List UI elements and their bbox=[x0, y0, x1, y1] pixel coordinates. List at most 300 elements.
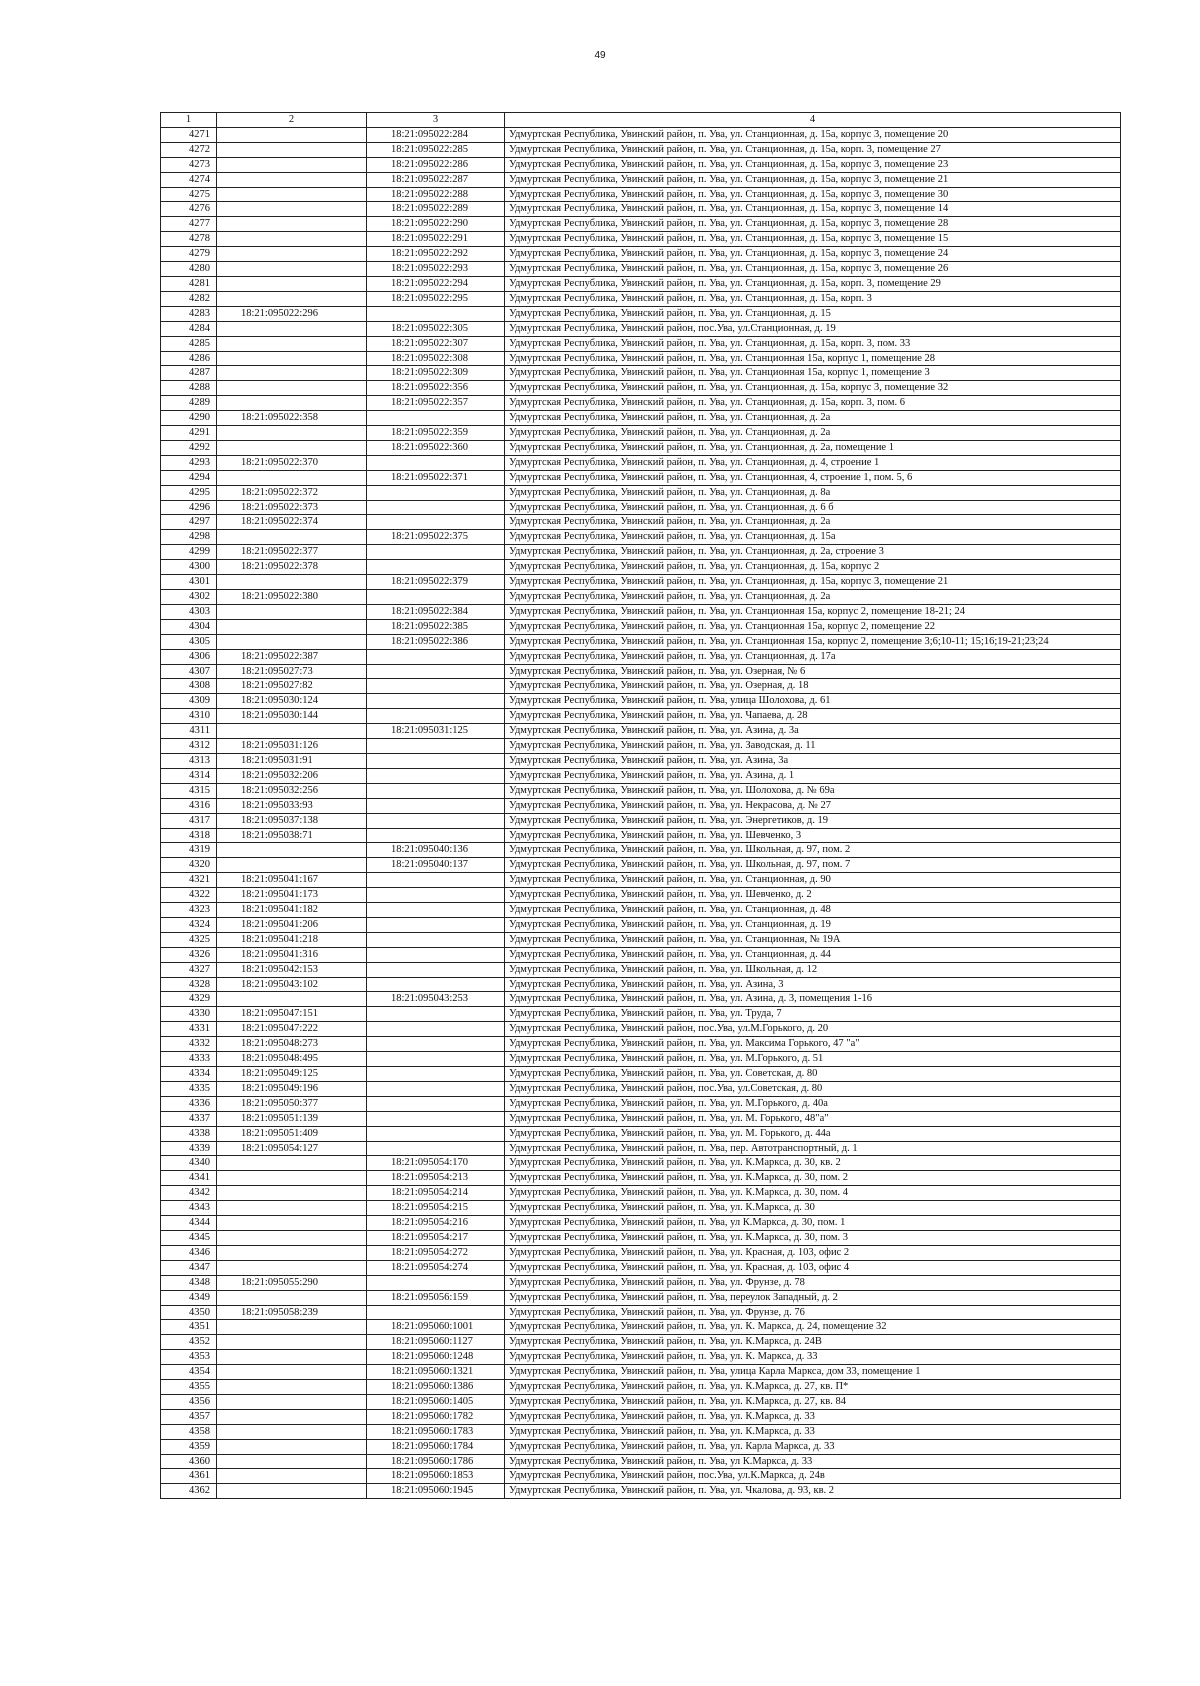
row-number: 4359 bbox=[161, 1439, 217, 1454]
cadastral-number-premises bbox=[367, 560, 505, 575]
table-row bbox=[161, 917, 1121, 932]
row-number: 4337 bbox=[161, 1111, 217, 1126]
address: Удмуртская Республика, Увинский район, п. Ува, ул. Станционная, д. 2а bbox=[505, 590, 1121, 605]
address: Удмуртская Республика, Увинский район, п. Ува, пер. Автотранспортный, д. 1 bbox=[505, 1141, 1121, 1156]
address: Удмуртская Республика, Увинский район, п. Ува, ул. Школьная, д. 12 bbox=[505, 962, 1121, 977]
table-row bbox=[161, 336, 1121, 351]
row-number: 4336 bbox=[161, 1096, 217, 1111]
cadastral-number-building bbox=[217, 1424, 367, 1439]
table-row bbox=[161, 783, 1121, 798]
cadastral-number-premises bbox=[367, 545, 505, 560]
table-row bbox=[161, 575, 1121, 590]
address: Удмуртская Республика, Увинский район, п. Ува, ул. Азина, 3а bbox=[505, 753, 1121, 768]
table-row bbox=[161, 1081, 1121, 1096]
header-col-4: 4 bbox=[505, 113, 1121, 128]
cadastral-number-building: 18:21:095030:124 bbox=[217, 694, 367, 709]
cadastral-number-building bbox=[217, 321, 367, 336]
table-row bbox=[161, 232, 1121, 247]
row-number: 4289 bbox=[161, 396, 217, 411]
table-row bbox=[161, 634, 1121, 649]
table-row bbox=[161, 276, 1121, 291]
address: Удмуртская Республика, Увинский район, п. Ува, ул. Станционная, д. 6 б bbox=[505, 500, 1121, 515]
cadastral-number-premises bbox=[367, 962, 505, 977]
cadastral-number-premises: 18:21:095022:287 bbox=[367, 172, 505, 187]
table-row bbox=[161, 962, 1121, 977]
row-number: 4272 bbox=[161, 142, 217, 157]
cadastral-number-building bbox=[217, 440, 367, 455]
cadastral-number-premises: 18:21:095056:159 bbox=[367, 1290, 505, 1305]
cadastral-number-building: 18:21:095047:222 bbox=[217, 1022, 367, 1037]
address: Удмуртская Республика, Увинский район, п. Ува, ул. Чкалова, д. 93, кв. 2 bbox=[505, 1484, 1121, 1499]
row-number: 4308 bbox=[161, 679, 217, 694]
address: Удмуртская Республика, Увинский район, п. Ува, ул. Озерная, № 6 bbox=[505, 664, 1121, 679]
row-number: 4330 bbox=[161, 1007, 217, 1022]
table-row bbox=[161, 604, 1121, 619]
cadastral-number-building bbox=[217, 992, 367, 1007]
address: Удмуртская Республика, Увинский район, п. Ува, ул. К.Маркса, д. 30, пом. 2 bbox=[505, 1171, 1121, 1186]
address: Удмуртская Республика, Увинский район, п. Ува, ул. М.Горького, д. 40а bbox=[505, 1096, 1121, 1111]
table-row bbox=[161, 127, 1121, 142]
cadastral-number-building bbox=[217, 351, 367, 366]
address: Удмуртская Республика, Увинский район, п. Ува, ул. Станционная, д. 15а, корпус 3, помещение 15 bbox=[505, 232, 1121, 247]
row-number: 4281 bbox=[161, 276, 217, 291]
header-row bbox=[161, 113, 1121, 128]
cadastral-number-premises: 18:21:095022:293 bbox=[367, 262, 505, 277]
address: Удмуртская Республика, Увинский район, п. Ува, ул. М. Горького, 48"а" bbox=[505, 1111, 1121, 1126]
table-row bbox=[161, 619, 1121, 634]
table-row bbox=[161, 1216, 1121, 1231]
table-row bbox=[161, 649, 1121, 664]
address: Удмуртская Республика, Увинский район, п. Ува, ул. Школьная, д. 97, пом. 7 bbox=[505, 858, 1121, 873]
cadastral-number-building: 18:21:095048:273 bbox=[217, 1037, 367, 1052]
table-row bbox=[161, 739, 1121, 754]
address: Удмуртская Республика, Увинский район, п. Ува, ул. К.Маркса, д. 30, пом. 4 bbox=[505, 1186, 1121, 1201]
cadastral-number-building bbox=[217, 1469, 367, 1484]
row-number: 4352 bbox=[161, 1335, 217, 1350]
row-number: 4322 bbox=[161, 888, 217, 903]
table-row bbox=[161, 1275, 1121, 1290]
address: Удмуртская Республика, Увинский район, п. Ува, ул. М.Горького, д. 51 bbox=[505, 1052, 1121, 1067]
cadastral-number-building bbox=[217, 157, 367, 172]
cadastral-number-building: 18:21:095058:239 bbox=[217, 1305, 367, 1320]
row-number: 4292 bbox=[161, 440, 217, 455]
cadastral-number-building bbox=[217, 217, 367, 232]
cadastral-number-building bbox=[217, 336, 367, 351]
cadastral-number-premises: 18:21:095031:125 bbox=[367, 724, 505, 739]
cadastral-number-premises bbox=[367, 1037, 505, 1052]
row-number: 4333 bbox=[161, 1052, 217, 1067]
cadastral-number-building bbox=[217, 276, 367, 291]
table-row bbox=[161, 470, 1121, 485]
address: Удмуртская Республика, Увинский район, п. Ува, ул. Шевченко, д. 2 bbox=[505, 888, 1121, 903]
cadastral-number-premises bbox=[367, 411, 505, 426]
table-row bbox=[161, 1201, 1121, 1216]
row-number: 4306 bbox=[161, 649, 217, 664]
row-number: 4328 bbox=[161, 977, 217, 992]
cadastral-number-premises bbox=[367, 977, 505, 992]
row-number: 4303 bbox=[161, 604, 217, 619]
table-row bbox=[161, 724, 1121, 739]
cadastral-number-building bbox=[217, 1186, 367, 1201]
cadastral-number-building: 18:21:095047:151 bbox=[217, 1007, 367, 1022]
address: Удмуртская Республика, Увинский район, п. Ува, ул. Фрунзе, д. 78 bbox=[505, 1275, 1121, 1290]
address: Удмуртская Республика, Увинский район, п. Ува, ул. Станционная, д. 4, строение 1 bbox=[505, 455, 1121, 470]
row-number: 4274 bbox=[161, 172, 217, 187]
address: Удмуртская Республика, Увинский район, п. Ува, ул. Станционная, д. 15а, корпус 3, помещение 21 bbox=[505, 575, 1121, 590]
cadastral-number-building bbox=[217, 470, 367, 485]
row-number: 4351 bbox=[161, 1320, 217, 1335]
address: Удмуртская Республика, Увинский район, п. Ува, ул. Станционная, д. 15а, корпус 3, помещение 28 bbox=[505, 217, 1121, 232]
table-row bbox=[161, 291, 1121, 306]
row-number: 4361 bbox=[161, 1469, 217, 1484]
table-row bbox=[161, 455, 1121, 470]
address: Удмуртская Республика, Увинский район, п. Ува, ул. Красная, д. 103, офис 2 bbox=[505, 1245, 1121, 1260]
table-row bbox=[161, 1454, 1121, 1469]
address: Удмуртская Республика, Увинский район, п. Ува, ул. Станционная, д. 2а bbox=[505, 515, 1121, 530]
cadastral-number-premises: 18:21:095022:371 bbox=[367, 470, 505, 485]
address: Удмуртская Республика, Увинский район, п. Ува, ул. Станционная, д. 8а bbox=[505, 485, 1121, 500]
table-row bbox=[161, 1022, 1121, 1037]
cadastral-number-building bbox=[217, 1454, 367, 1469]
address: Удмуртская Республика, Увинский район, п. Ува, ул. Станционная, д. 15а, корпус 3, помещение 24 bbox=[505, 247, 1121, 262]
cadastral-number-building: 18:21:095041:218 bbox=[217, 932, 367, 947]
cadastral-number-premises bbox=[367, 590, 505, 605]
cadastral-number-premises: 18:21:095060:1321 bbox=[367, 1365, 505, 1380]
row-number: 4298 bbox=[161, 530, 217, 545]
table-row bbox=[161, 381, 1121, 396]
table-row bbox=[161, 1230, 1121, 1245]
row-number: 4275 bbox=[161, 187, 217, 202]
table-row bbox=[161, 187, 1121, 202]
address: Удмуртская Республика, Увинский район, п. Ува, улица Шолохова, д. 61 bbox=[505, 694, 1121, 709]
table-row bbox=[161, 679, 1121, 694]
address: Удмуртская Республика, Увинский район, п. Ува, ул. Станционная, д. 15а, корп. 3 bbox=[505, 291, 1121, 306]
table-row bbox=[161, 768, 1121, 783]
cadastral-number-premises bbox=[367, 783, 505, 798]
cadastral-number-premises: 18:21:095054:272 bbox=[367, 1245, 505, 1260]
cadastral-number-premises bbox=[367, 1022, 505, 1037]
table-row bbox=[161, 396, 1121, 411]
cadastral-number-premises: 18:21:095022:291 bbox=[367, 232, 505, 247]
row-number: 4360 bbox=[161, 1454, 217, 1469]
table-row bbox=[161, 1305, 1121, 1320]
cadastral-number-building bbox=[217, 291, 367, 306]
cadastral-number-building bbox=[217, 426, 367, 441]
cadastral-number-building bbox=[217, 634, 367, 649]
table-row bbox=[161, 1290, 1121, 1305]
address: Удмуртская Республика, Увинский район, п. Ува, ул. Заводская, д. 11 bbox=[505, 739, 1121, 754]
address: Удмуртская Республика, Увинский район, п. Ува, ул. Станционная, д. 15а, корпус 3, помещение 14 bbox=[505, 202, 1121, 217]
table-row bbox=[161, 1111, 1121, 1126]
row-number: 4335 bbox=[161, 1081, 217, 1096]
row-number: 4302 bbox=[161, 590, 217, 605]
cadastral-number-premises: 18:21:095060:1945 bbox=[367, 1484, 505, 1499]
cadastral-number-premises: 18:21:095060:1786 bbox=[367, 1454, 505, 1469]
table-row bbox=[161, 977, 1121, 992]
cadastral-number-premises bbox=[367, 515, 505, 530]
table-row bbox=[161, 426, 1121, 441]
row-number: 4345 bbox=[161, 1230, 217, 1245]
cadastral-number-building bbox=[217, 724, 367, 739]
cadastral-number-building: 18:21:095049:196 bbox=[217, 1081, 367, 1096]
cadastral-number-premises bbox=[367, 917, 505, 932]
cadastral-number-premises bbox=[367, 1141, 505, 1156]
row-number: 4278 bbox=[161, 232, 217, 247]
cadastral-number-premises: 18:21:095022:309 bbox=[367, 366, 505, 381]
cadastral-number-premises: 18:21:095022:356 bbox=[367, 381, 505, 396]
address: Удмуртская Республика, Увинский район, п. Ува, ул. Станционная, д. 19 bbox=[505, 917, 1121, 932]
table-row bbox=[161, 321, 1121, 336]
row-number: 4277 bbox=[161, 217, 217, 232]
cadastral-number-building: 18:21:095037:138 bbox=[217, 813, 367, 828]
address: Удмуртская Республика, Увинский район, п. Ува, ул. Станционная, д. 2а bbox=[505, 426, 1121, 441]
address: Удмуртская Республика, Увинский район, п. Ува, ул. Станционная, д. 48 bbox=[505, 903, 1121, 918]
page-number: 49 bbox=[594, 50, 606, 61]
cadastral-number-building: 18:21:095041:182 bbox=[217, 903, 367, 918]
header-col-2: 2 bbox=[217, 113, 367, 128]
row-number: 4346 bbox=[161, 1245, 217, 1260]
cadastral-number-premises: 18:21:095022:385 bbox=[367, 619, 505, 634]
address: Удмуртская Республика, Увинский район, п. Ува, ул. К.Маркса, д. 27, кв. П* bbox=[505, 1380, 1121, 1395]
table-row bbox=[161, 843, 1121, 858]
table-row bbox=[161, 247, 1121, 262]
row-number: 4301 bbox=[161, 575, 217, 590]
cadastral-number-premises: 18:21:095022:384 bbox=[367, 604, 505, 619]
cadastral-number-building bbox=[217, 530, 367, 545]
cadastral-number-building bbox=[217, 604, 367, 619]
row-number: 4290 bbox=[161, 411, 217, 426]
table-row bbox=[161, 1156, 1121, 1171]
cadastral-number-premises: 18:21:095054:214 bbox=[367, 1186, 505, 1201]
address: Удмуртская Республика, Увинский район, п. Ува, ул. Станционная, д. 15а, корпус 3, помещение 23 bbox=[505, 157, 1121, 172]
cadastral-number-building: 18:21:095022:378 bbox=[217, 560, 367, 575]
cadastral-number-building: 18:21:095054:127 bbox=[217, 1141, 367, 1156]
cadastral-number-building: 18:21:095027:82 bbox=[217, 679, 367, 694]
cadastral-number-premises: 18:21:095022:285 bbox=[367, 142, 505, 157]
row-number: 4300 bbox=[161, 560, 217, 575]
address: Удмуртская Республика, Увинский район, п. Ува, ул. Шолохова, д. № 69а bbox=[505, 783, 1121, 798]
cadastral-number-premises bbox=[367, 1081, 505, 1096]
cadastral-number-premises bbox=[367, 753, 505, 768]
cadastral-number-premises bbox=[367, 739, 505, 754]
table-row bbox=[161, 1186, 1121, 1201]
address: Удмуртская Республика, Увинский район, п. Ува, ул. Станционная, д. 44 bbox=[505, 947, 1121, 962]
address: Удмуртская Республика, Увинский район, п. Ува, ул. К.Маркса, д. 24В bbox=[505, 1335, 1121, 1350]
cadastral-number-building bbox=[217, 247, 367, 262]
cadastral-number-premises: 18:21:095022:290 bbox=[367, 217, 505, 232]
table-row bbox=[161, 1409, 1121, 1424]
row-number: 4311 bbox=[161, 724, 217, 739]
table-row bbox=[161, 932, 1121, 947]
table-row bbox=[161, 500, 1121, 515]
row-number: 4343 bbox=[161, 1201, 217, 1216]
cadastral-number-building bbox=[217, 142, 367, 157]
cadastral-number-premises: 18:21:095060:1853 bbox=[367, 1469, 505, 1484]
table-row bbox=[161, 694, 1121, 709]
cadastral-number-premises: 18:21:095060:1782 bbox=[367, 1409, 505, 1424]
cadastral-number-premises bbox=[367, 709, 505, 724]
table-body bbox=[161, 127, 1121, 1498]
address: Удмуртская Республика, Увинский район, п. Ува, ул. Станционная, д. 15а, корп. 3, помещение 29 bbox=[505, 276, 1121, 291]
table-row bbox=[161, 217, 1121, 232]
table-row bbox=[161, 1394, 1121, 1409]
table-row bbox=[161, 411, 1121, 426]
address: Удмуртская Республика, Увинский район, п. Ува, ул К.Маркса, д. 30, пом. 1 bbox=[505, 1216, 1121, 1231]
cadastral-number-premises bbox=[367, 485, 505, 500]
cadastral-number-premises bbox=[367, 903, 505, 918]
row-number: 4288 bbox=[161, 381, 217, 396]
table-row bbox=[161, 992, 1121, 1007]
table-row bbox=[161, 157, 1121, 172]
cadastral-number-building: 18:21:095042:153 bbox=[217, 962, 367, 977]
row-number: 4319 bbox=[161, 843, 217, 858]
row-number: 4354 bbox=[161, 1365, 217, 1380]
row-number: 4273 bbox=[161, 157, 217, 172]
address: Удмуртская Республика, Увинский район, п. Ува, ул. Станционная 15а, корпус 1, помещение 3 bbox=[505, 366, 1121, 381]
cadastral-number-premises bbox=[367, 932, 505, 947]
cadastral-number-building: 18:21:095055:290 bbox=[217, 1275, 367, 1290]
table-row bbox=[161, 858, 1121, 873]
cadastral-number-premises: 18:21:095022:295 bbox=[367, 291, 505, 306]
cadastral-number-building: 18:21:095022:373 bbox=[217, 500, 367, 515]
cadastral-number-premises: 18:21:095054:216 bbox=[367, 1216, 505, 1231]
cadastral-number-building: 18:21:095022:370 bbox=[217, 455, 367, 470]
row-number: 4304 bbox=[161, 619, 217, 634]
cadastral-number-premises bbox=[367, 455, 505, 470]
row-number: 4358 bbox=[161, 1424, 217, 1439]
table-row bbox=[161, 798, 1121, 813]
cadastral-number-building bbox=[217, 366, 367, 381]
address: Удмуртская Республика, Увинский район, п. Ува, ул. Станционная, д. 90 bbox=[505, 873, 1121, 888]
table-row bbox=[161, 1469, 1121, 1484]
row-number: 4349 bbox=[161, 1290, 217, 1305]
row-number: 4325 bbox=[161, 932, 217, 947]
address: Удмуртская Республика, Увинский район, п. Ува, ул. К.Маркса, д. 30, кв. 2 bbox=[505, 1156, 1121, 1171]
table-row bbox=[161, 1171, 1121, 1186]
row-number: 4307 bbox=[161, 664, 217, 679]
cadastral-number-premises: 18:21:095054:170 bbox=[367, 1156, 505, 1171]
row-number: 4331 bbox=[161, 1022, 217, 1037]
address: Удмуртская Республика, Увинский район, п. Ува, ул. Станционная, 4, строение 1, пом. 5, 6 bbox=[505, 470, 1121, 485]
address: Удмуртская Республика, Увинский район, п. Ува, переулок Западный, д. 2 bbox=[505, 1290, 1121, 1305]
cadastral-number-premises: 18:21:095060:1127 bbox=[367, 1335, 505, 1350]
table-row bbox=[161, 1350, 1121, 1365]
row-number: 4340 bbox=[161, 1156, 217, 1171]
table-row bbox=[161, 1484, 1121, 1499]
cadastral-number-building: 18:21:095031:91 bbox=[217, 753, 367, 768]
table-header bbox=[161, 113, 1121, 128]
cadastral-number-premises bbox=[367, 1067, 505, 1082]
table-row bbox=[161, 142, 1121, 157]
row-number: 4294 bbox=[161, 470, 217, 485]
cadastral-number-premises bbox=[367, 306, 505, 321]
cadastral-number-premises bbox=[367, 1275, 505, 1290]
address: Удмуртская Республика, Увинский район, п. Ува, ул. К. Маркса, д. 24, помещение 32 bbox=[505, 1320, 1121, 1335]
table-row bbox=[161, 903, 1121, 918]
table-row bbox=[161, 828, 1121, 843]
address: Удмуртская Республика, Увинский район, п. Ува, ул. Станционная, д. 2а, строение 3 bbox=[505, 545, 1121, 560]
cadastral-number-building bbox=[217, 575, 367, 590]
address: Удмуртская Республика, Увинский район, п. Ува, улица Карла Маркса, дом 33, помещение 1 bbox=[505, 1365, 1121, 1380]
cadastral-number-building bbox=[217, 381, 367, 396]
address: Удмуртская Республика, Увинский район, п. Ува, ул. Шевченко, 3 bbox=[505, 828, 1121, 843]
address: Удмуртская Республика, Увинский район, п. Ува, ул. Станционная 15а, корпус 2, помещение 3;6;10-11; 15;16;19-21;23;24 bbox=[505, 634, 1121, 649]
cadastral-number-building bbox=[217, 1394, 367, 1409]
table-row bbox=[161, 560, 1121, 575]
address: Удмуртская Республика, Увинский район, п. Ува, ул. Станционная 15а, корпус 1, помещение 28 bbox=[505, 351, 1121, 366]
cadastral-number-building bbox=[217, 1245, 367, 1260]
address: Удмуртская Республика, Увинский район, п. Ува, ул. Станционная, д. 2а bbox=[505, 411, 1121, 426]
table-row bbox=[161, 1126, 1121, 1141]
table-row bbox=[161, 753, 1121, 768]
cadastral-number-building: 18:21:095048:495 bbox=[217, 1052, 367, 1067]
cadastral-number-premises bbox=[367, 813, 505, 828]
row-number: 4356 bbox=[161, 1394, 217, 1409]
address: Удмуртская Республика, Увинский район, п. Ува, ул. Станционная, д. 17а bbox=[505, 649, 1121, 664]
address: Удмуртская Республика, Увинский район, п. Ува, ул. К.Маркса, д. 30, пом. 3 bbox=[505, 1230, 1121, 1245]
cadastral-number-building bbox=[217, 858, 367, 873]
cadastral-number-premises: 18:21:095022:288 bbox=[367, 187, 505, 202]
row-number: 4312 bbox=[161, 739, 217, 754]
address: Удмуртская Республика, Увинский район, п. Ува, ул. Станционная, д. 15а, корпус 2 bbox=[505, 560, 1121, 575]
row-number: 4355 bbox=[161, 1380, 217, 1395]
row-number: 4295 bbox=[161, 485, 217, 500]
table-row bbox=[161, 709, 1121, 724]
row-number: 4316 bbox=[161, 798, 217, 813]
address: Удмуртская Республика, Увинский район, п. Ува, ул. Чапаева, д. 28 bbox=[505, 709, 1121, 724]
row-number: 4317 bbox=[161, 813, 217, 828]
header-col-3: 3 bbox=[367, 113, 505, 128]
cadastral-number-premises: 18:21:095022:308 bbox=[367, 351, 505, 366]
row-number: 4338 bbox=[161, 1126, 217, 1141]
cadastral-number-building bbox=[217, 262, 367, 277]
table-row bbox=[161, 1067, 1121, 1082]
cadastral-number-building: 18:21:095038:71 bbox=[217, 828, 367, 843]
row-number: 4285 bbox=[161, 336, 217, 351]
address: Удмуртская Республика, Увинский район, п. Ува, ул. М. Горького, д. 44а bbox=[505, 1126, 1121, 1141]
address: Удмуртская Республика, Увинский район, п. Ува, ул. Станционная, д. 15а, корп. 3, помещение 27 bbox=[505, 142, 1121, 157]
cadastral-number-premises: 18:21:095043:253 bbox=[367, 992, 505, 1007]
cadastral-number-premises bbox=[367, 500, 505, 515]
cadastral-number-building bbox=[217, 1335, 367, 1350]
table-row bbox=[161, 202, 1121, 217]
table-row bbox=[161, 1141, 1121, 1156]
table-row bbox=[161, 1037, 1121, 1052]
cadastral-number-premises bbox=[367, 694, 505, 709]
address: Удмуртская Республика, Увинский район, п. Ува, ул. Красная, д. 103, офис 4 bbox=[505, 1260, 1121, 1275]
cadastral-number-premises bbox=[367, 664, 505, 679]
row-number: 4279 bbox=[161, 247, 217, 262]
row-number: 4344 bbox=[161, 1216, 217, 1231]
cadastral-number-premises bbox=[367, 1096, 505, 1111]
cadastral-number-building: 18:21:095032:256 bbox=[217, 783, 367, 798]
cadastral-number-premises: 18:21:095060:1405 bbox=[367, 1394, 505, 1409]
cadastral-number-premises: 18:21:095060:1001 bbox=[367, 1320, 505, 1335]
cadastral-number-building bbox=[217, 1230, 367, 1245]
row-number: 4315 bbox=[161, 783, 217, 798]
row-number: 4348 bbox=[161, 1275, 217, 1290]
row-number: 4318 bbox=[161, 828, 217, 843]
cadastral-number-premises bbox=[367, 679, 505, 694]
table-row bbox=[161, 1052, 1121, 1067]
row-number: 4329 bbox=[161, 992, 217, 1007]
table-row bbox=[161, 440, 1121, 455]
row-number: 4291 bbox=[161, 426, 217, 441]
row-number: 4314 bbox=[161, 768, 217, 783]
table-row bbox=[161, 545, 1121, 560]
cadastral-number-building bbox=[217, 396, 367, 411]
table-row bbox=[161, 1424, 1121, 1439]
